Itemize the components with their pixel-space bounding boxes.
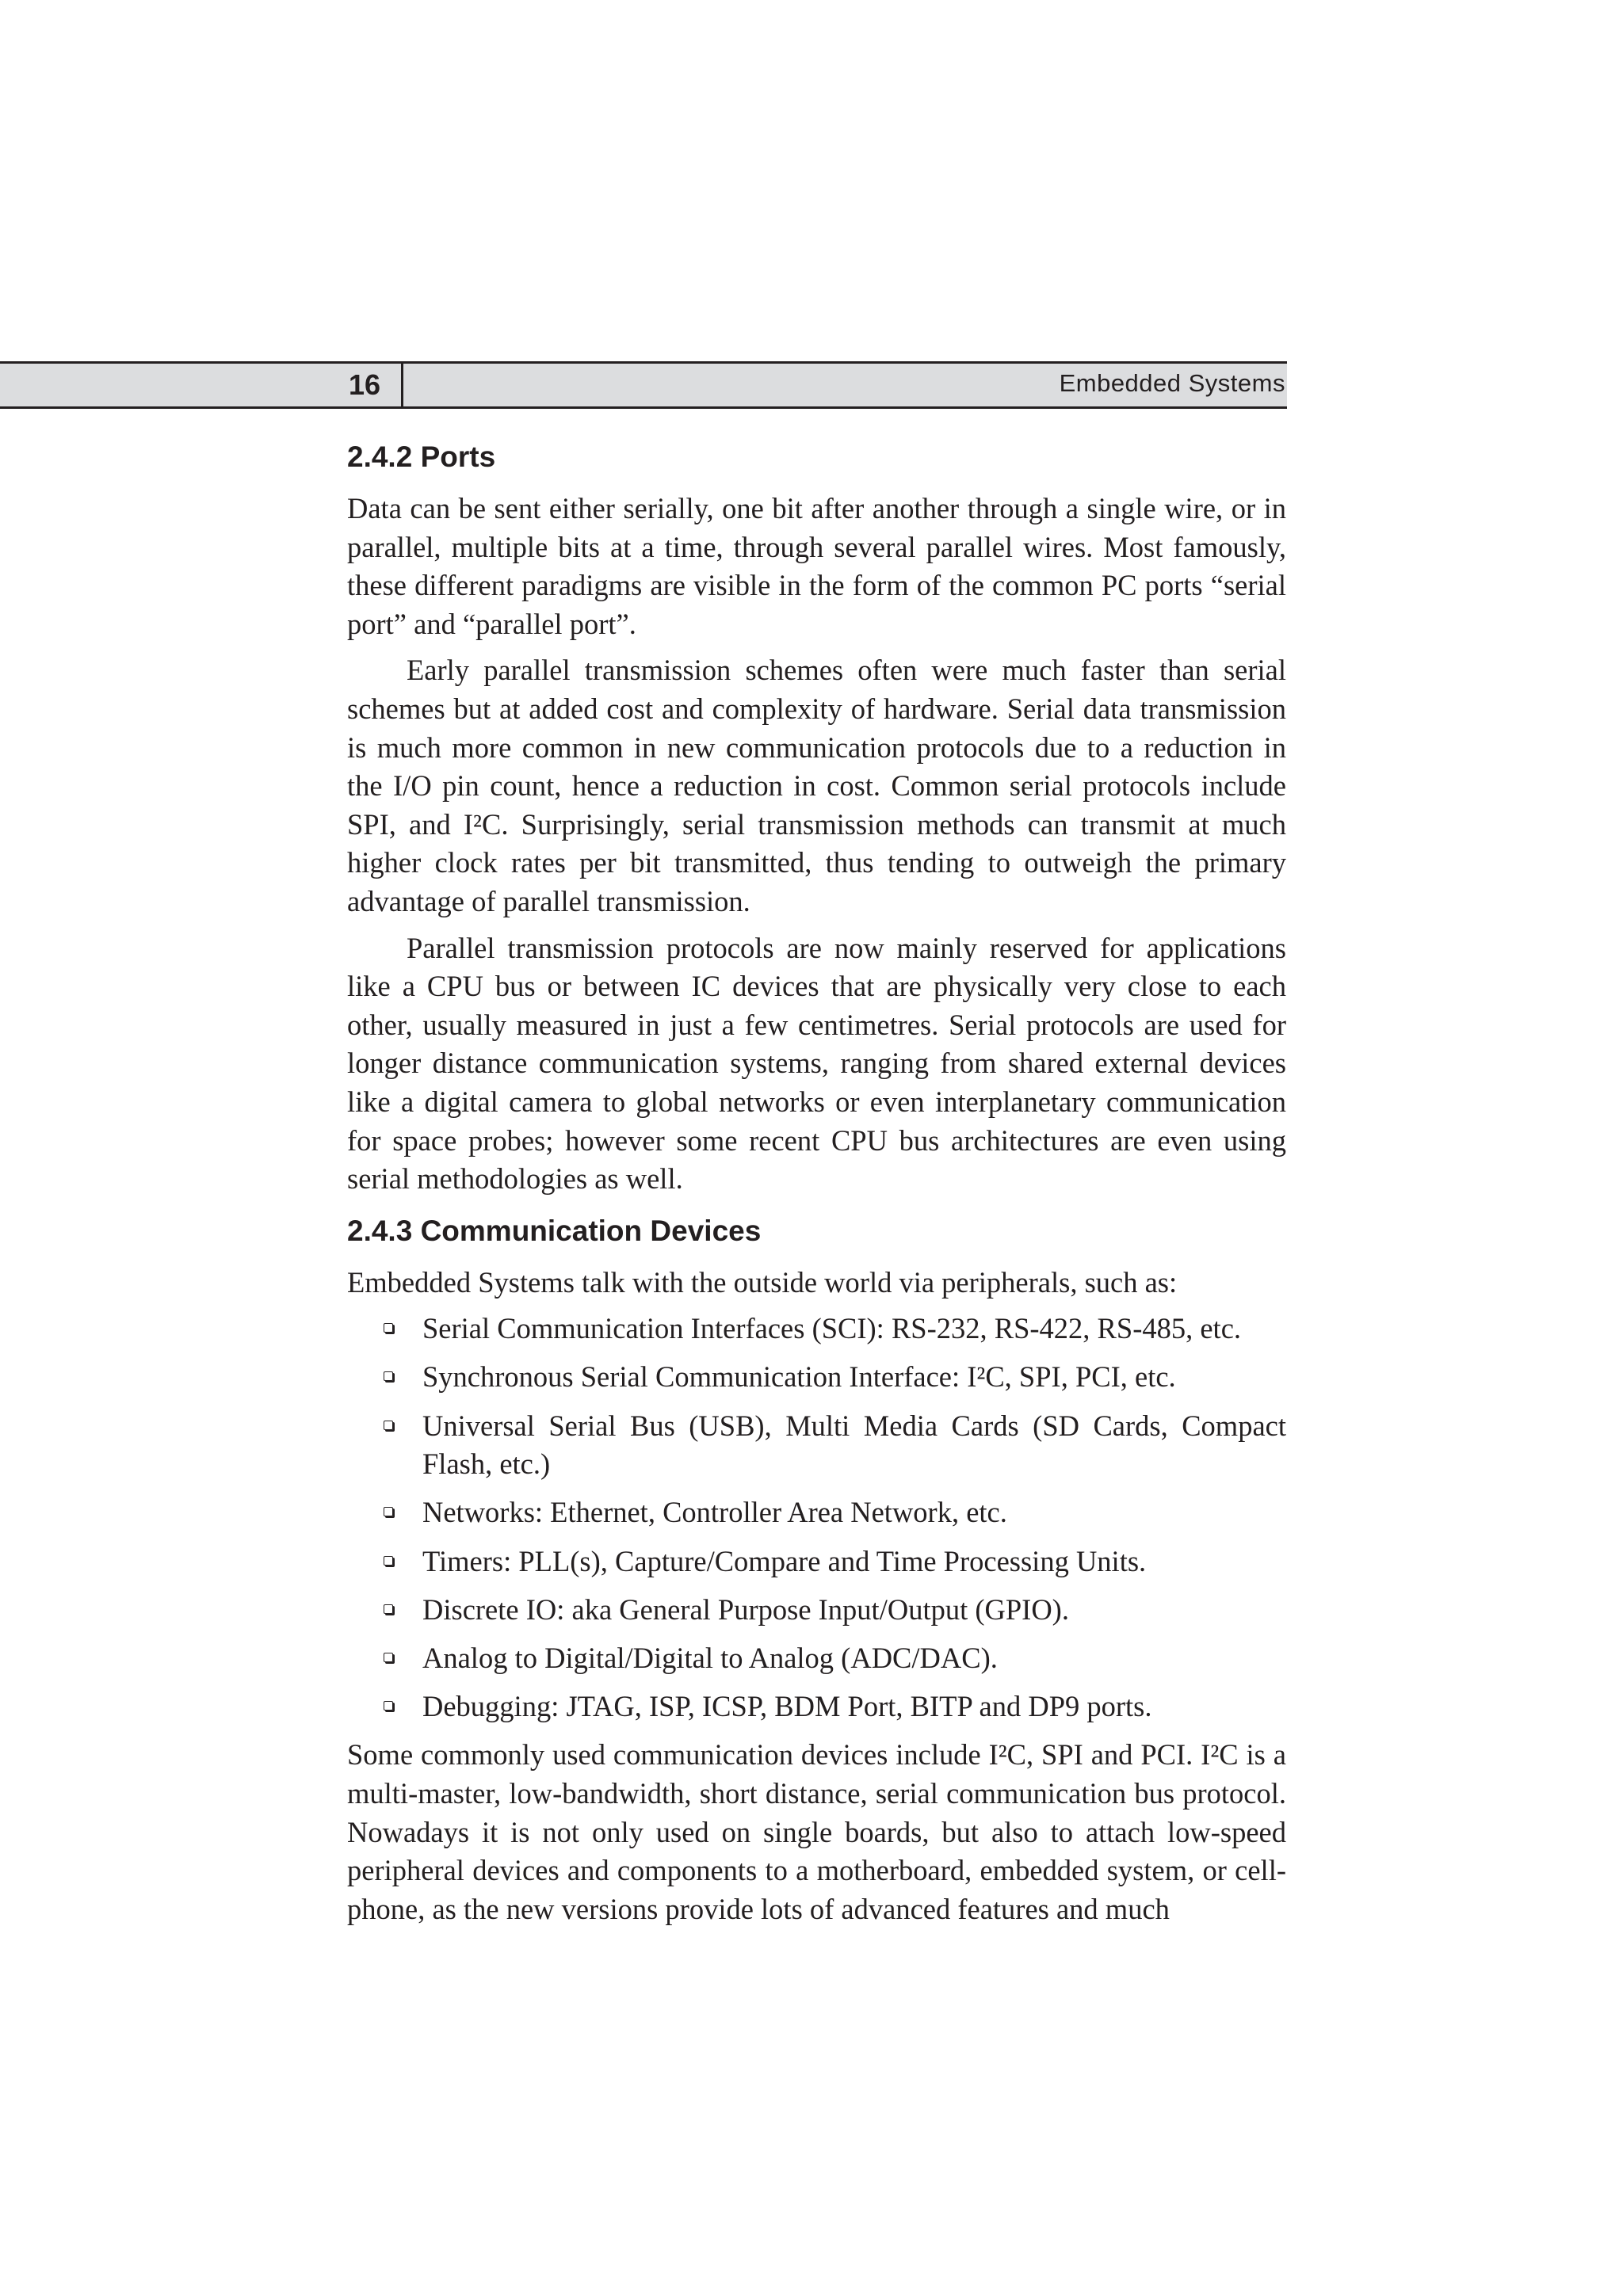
page-number: 16 (349, 368, 381, 401)
running-header (0, 361, 1287, 409)
list-item-text: Timers: PLL(s), Capture/Compare and Time Processing Units. (422, 1544, 1147, 1577)
bullet-box-icon (384, 1507, 393, 1516)
list-item (347, 1688, 1286, 1726)
bullet-box-icon (384, 1323, 393, 1333)
list-item (347, 1407, 1286, 1484)
ports-paragraph-2: Early parallel transmission schemes often were much faster than serial schemes but at added cost and complexity of hardware. Serial data transmission is much more common in new communication protocols due to a reduction in the I/O pin count, hence a reduction in cost. Common serial protocols include SPI, and I²C. Surprisingly, serial transmission methods can transmit at much higher clock rates per bit transmitted, thus tending to outweigh the primary advantage of parallel transmission. (347, 654, 1286, 917)
running-title: Embedded Systems (1059, 369, 1285, 397)
page-body (347, 433, 1286, 1936)
list-item (347, 1591, 1286, 1630)
bullet-box-icon (384, 1421, 393, 1430)
list-item-text: Universal Serial Bus (USB), Multi Media Cards (SD Cards, Compact Flash, etc.) (422, 1409, 1286, 1481)
peripheral-list (347, 1310, 1286, 1726)
list-item (347, 1310, 1286, 1348)
list-item-text: Serial Communication Interfaces (SCI): RS-232, RS-422, RS-485, etc. (422, 1312, 1242, 1345)
communication-intro: Embedded Systems talk with the outside world via peripherals, such as: (347, 1265, 1178, 1299)
list-item-text: Analog to Digital/Digital to Analog (ADC/DAC). (422, 1642, 998, 1674)
bullet-box-icon (384, 1653, 393, 1662)
ports-paragraph-3: Parallel transmission protocols are now mainly reserved for applications like a CPU bus or between IC devices that are physically very close to each other, usually measured in just a few centimetres. Serial protocols are used for longer distance communication systems, ranging from shared external devices like a digital camera to global networks or even interplanetary communication for space probes; however some recent CPU bus architectures are even using serial methodologies as well. (347, 931, 1286, 1196)
ports-paragraph-1: Data can be sent either serially, one bit after another through a single wire, or in parallel, multiple bits at a time, through several parallel wires. Most famously, these different paradigms are visible in the form of the common PC ports “serial port” and “parallel port”. (347, 492, 1286, 640)
list-item-text: Synchronous Serial Communication Interface: I²C, SPI, PCI, etc. (422, 1360, 1176, 1394)
bullet-box-icon (384, 1604, 393, 1614)
list-item (347, 1543, 1286, 1581)
list-item (347, 1358, 1286, 1397)
bullet-box-icon (384, 1371, 393, 1381)
bullet-box-icon (384, 1556, 393, 1566)
list-item-text: Discrete IO: aka General Purpose Input/Output (GPIO). (422, 1592, 1069, 1626)
section-heading-communication-devices: 2.4.3 Communication Devices (347, 1214, 762, 1247)
section-heading-ports: 2.4.2 Ports (347, 441, 496, 473)
list-item-text: Debugging: JTAG, ISP, ICSP, BDM Port, BITP and DP9 ports. (422, 1690, 1152, 1723)
list-item-text: Networks: Ethernet, Controller Area Network, etc. (422, 1496, 1007, 1529)
bullet-box-icon (384, 1701, 393, 1711)
list-item (347, 1639, 1286, 1678)
header-divider (401, 364, 403, 406)
list-item (347, 1493, 1286, 1532)
communication-closing-paragraph: Some commonly used communication devices include I²C, SPI and PCI. I²C is a multi-master, low-bandwidth, short distance, serial communication bus protocol. Nowadays it is not only used on single boards, but also to attach low-speed peripheral devices and components to a motherboard, embedded system, or cell-phone, as the new versions provide lots of advanced features and much (347, 1738, 1286, 1925)
